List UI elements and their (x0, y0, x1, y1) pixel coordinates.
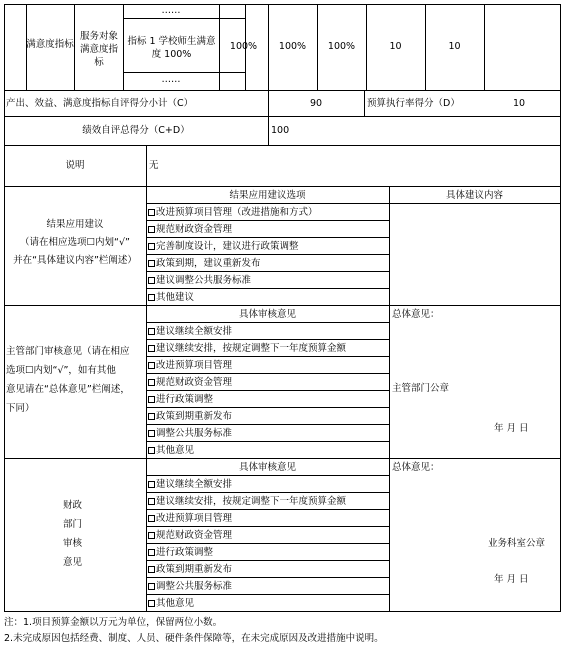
dept-overall-label: 总体意见： (392, 309, 440, 320)
checkbox[interactable] (148, 277, 155, 284)
result-options-header: 结果应用建议选项 (229, 190, 306, 201)
finance-overall-label: 总体意见： (392, 462, 440, 473)
rule (4, 186, 561, 187)
rule (146, 145, 147, 611)
indicator-value: 100% (229, 41, 258, 52)
dept-option: 建议继续安排，按规定调整下一年度预算金额 (148, 342, 346, 355)
result-label: 并在“具体建议内容”栏阐述） (13, 255, 137, 266)
rule (146, 424, 389, 425)
footnote: 2.未完成原因包括经费、制度、人员、硬件条件保障等，在未完成原因及改进措施中说明。 (4, 633, 384, 644)
indicator-value: 10 (389, 41, 402, 52)
total-score-value: 100 (271, 125, 290, 136)
finance-date: 年 月 日 (494, 574, 529, 585)
result-option: 政策到期，建议重新发布 (148, 257, 261, 270)
rule (146, 492, 389, 493)
rule (560, 4, 561, 611)
finance-option: 规范财政资金管理 (148, 529, 232, 542)
checkbox[interactable] (148, 379, 155, 386)
finance-option: 其他意见 (148, 597, 194, 610)
checkbox[interactable] (148, 396, 155, 403)
rule (4, 90, 561, 91)
result-option: 改进预算项目管理（改进措施和方式） (148, 206, 318, 219)
rule (146, 509, 389, 510)
dept-review-label: 主管部门审核意见（请在相应 (6, 346, 130, 357)
dept-date: 年 月 日 (494, 423, 529, 434)
checkbox[interactable] (148, 362, 155, 369)
finance-review-header: 具体审核意见 (238, 462, 296, 473)
rule (146, 254, 389, 255)
rule (4, 305, 561, 306)
rule (146, 594, 389, 595)
finance-option: 调整公共服务标准 (148, 580, 232, 593)
satisfaction-indicator-label: 满意度指标 (26, 39, 74, 50)
rule (4, 4, 561, 5)
checkbox[interactable] (148, 481, 155, 488)
checkbox[interactable] (148, 515, 155, 522)
rule (146, 577, 389, 578)
checkbox[interactable] (148, 226, 155, 233)
rule (146, 373, 389, 374)
rule (389, 186, 390, 611)
finance-option: 建议继续安排，按规定调整下一年度预算金额 (148, 495, 346, 508)
indicator-value: 100% (327, 41, 356, 52)
checkbox[interactable] (148, 413, 155, 420)
checkbox[interactable] (148, 447, 155, 454)
result-option: 规范财政资金管理 (148, 223, 232, 236)
rule (146, 237, 389, 238)
dept-seal: 主管部门公章 (392, 383, 450, 394)
checkbox[interactable] (148, 294, 155, 301)
rule (146, 288, 389, 289)
subtotal-value: 90 (309, 98, 323, 109)
finance-option: 政策到期重新发布 (148, 563, 232, 576)
finance-review-label: 审核 (63, 538, 83, 549)
rule (146, 356, 389, 357)
rule (146, 407, 389, 408)
rule (146, 220, 389, 221)
rule (146, 390, 389, 391)
rule (4, 611, 561, 612)
indicator-value: 10 (448, 41, 461, 52)
footnote: 注：1.项目预算金额以万元为单位，保留两位小数。 (4, 617, 223, 628)
dept-review-label: 选项☐内划“√”，如有其他 (6, 365, 116, 376)
dept-review-header: 具体审核意见 (238, 309, 296, 320)
rule (146, 339, 389, 340)
result-option: 其他建议 (148, 291, 194, 304)
dept-review-label: 意见请在“总体意见”栏阐述， (6, 384, 130, 395)
rule (123, 18, 245, 19)
finance-option: 改进预算项目管理 (148, 512, 232, 525)
finance-review-label: 部门 (63, 519, 83, 530)
dept-review-label: 下同） (6, 403, 35, 414)
checkbox[interactable] (148, 600, 155, 607)
result-label: 结果应用建议 (46, 219, 104, 230)
rule (364, 90, 365, 116)
checkbox[interactable] (148, 345, 155, 352)
rule (4, 145, 561, 146)
rule (4, 458, 561, 459)
result-label: （请在相应选项☐内划“√” (20, 237, 130, 248)
checkbox[interactable] (148, 498, 155, 505)
rule (146, 526, 389, 527)
checkbox[interactable] (148, 549, 155, 556)
finance-review-label: 意见 (63, 557, 83, 568)
total-score-label: 绩效自评总得分（C+D） (82, 125, 190, 136)
indicator-text: 指标 1 学校师生满意度 100% (127, 36, 216, 60)
indicator-value: 100% (278, 41, 307, 52)
checkbox[interactable] (148, 566, 155, 573)
dept-option: 政策到期重新发布 (148, 410, 232, 423)
checkbox[interactable] (148, 532, 155, 539)
dept-option: 调整公共服务标准 (148, 427, 232, 440)
rule (146, 441, 389, 442)
checkbox[interactable] (148, 260, 155, 267)
rule (4, 116, 561, 117)
rule (146, 543, 389, 544)
dept-option: 建议继续全额安排 (148, 325, 232, 338)
rule (74, 4, 75, 90)
checkbox[interactable] (148, 209, 155, 216)
checkbox[interactable] (148, 328, 155, 335)
rule (484, 4, 485, 90)
rule (146, 203, 561, 204)
rule (146, 271, 389, 272)
note-value: 无 (149, 160, 159, 171)
note-label: 说明 (65, 160, 85, 171)
checkbox[interactable] (148, 583, 155, 590)
checkbox[interactable] (148, 243, 155, 250)
service-satisfaction-label: 服务对象满意度指标 (79, 31, 118, 68)
finance-seal: 业务科室公章 (488, 538, 546, 549)
budget-score-value: 10 (513, 98, 526, 109)
subtotal-label: 产出、效益、满意度指标自评得分小计（C） (6, 98, 194, 109)
dots-row: …… (161, 74, 181, 85)
finance-option: 建议继续全额安排 (148, 478, 232, 491)
result-option: 建议调整公共服务标准 (148, 274, 251, 287)
finance-review-label: 财政 (63, 500, 83, 511)
rule (146, 475, 389, 476)
dots-row: …… (161, 5, 181, 16)
dept-option: 其他意见 (148, 444, 194, 457)
budget-score-label: 预算执行率得分（D） (367, 98, 460, 109)
checkbox[interactable] (148, 430, 155, 437)
dept-option: 改进预算项目管理 (148, 359, 232, 372)
rule (146, 560, 389, 561)
rule (4, 4, 5, 611)
result-option: 完善制度设计，建议进行政策调整 (148, 240, 299, 253)
rule (146, 322, 389, 323)
dept-option: 进行政策调整 (148, 393, 213, 406)
finance-option: 进行政策调整 (148, 546, 213, 559)
dept-option: 规范财政资金管理 (148, 376, 232, 389)
suggestion-content-header: 具体建议内容 (445, 190, 503, 201)
